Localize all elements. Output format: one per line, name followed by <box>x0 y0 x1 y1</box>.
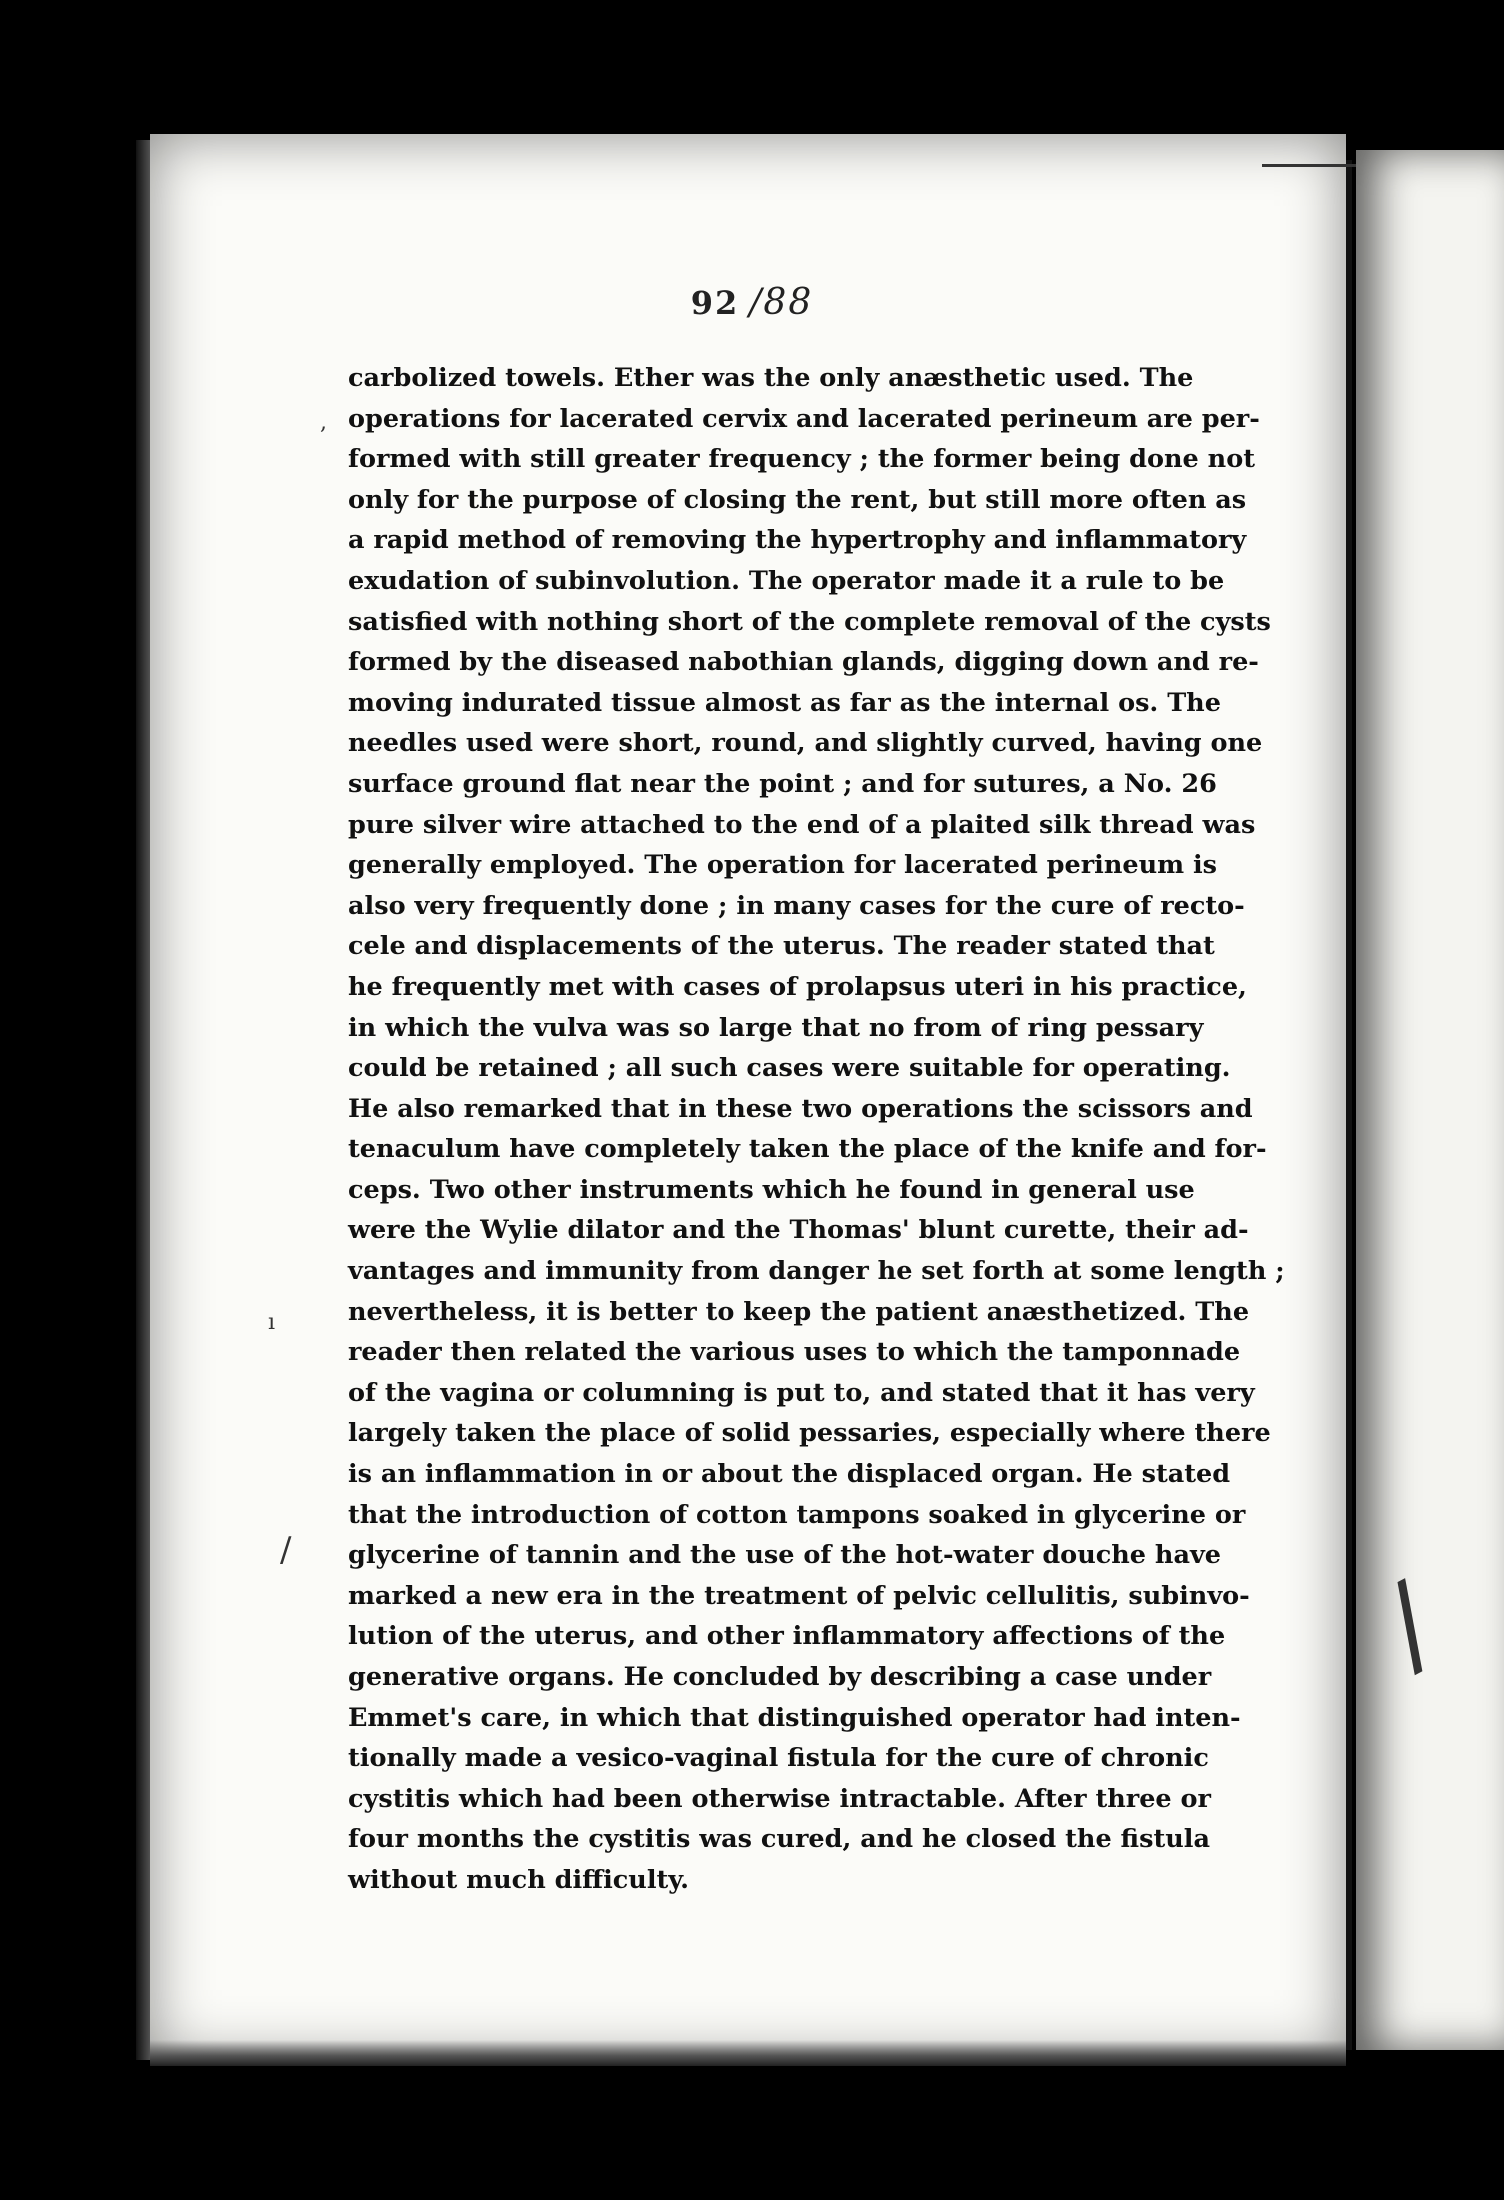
text-line: of the vagina or columning is put to, and stated that it has very <box>348 1377 1255 1408</box>
text-line: reader then related the various uses to which the tamponnade <box>348 1337 1241 1368</box>
text-line: satisfied with nothing short of the complete removal of the cysts <box>348 606 1271 637</box>
page-number <box>0 282 1504 323</box>
text-line: cele and displacements of the uterus. The reader stated that <box>348 931 1215 962</box>
text-line: could be retained ; all such cases were suitable for operating. <box>348 1053 1231 1084</box>
margin-mark: / <box>1362 1558 1455 1690</box>
text-line: cystitis which had been otherwise intractable. After three or <box>348 1783 1211 1814</box>
text-line: were the Wylie dilator and the Thomas' blunt curette, their ad- <box>348 1215 1249 1246</box>
text-line: generative organs. He concluded by describing a case under <box>348 1662 1212 1692</box>
text-line: pure silver wire attached to the end of a plaited silk thread was <box>348 809 1256 840</box>
text-line: vantages and immunity from danger he set forth at some length ; <box>348 1256 1285 1287</box>
text-line: formed by the diseased nabothian glands, digging down and re- <box>348 647 1259 678</box>
facing-page-rule <box>1262 164 1358 167</box>
page-number-printed: 92 <box>690 284 740 322</box>
body-paragraph <box>348 358 1285 1901</box>
text-line: in which the vulva was so large that no from of ring pessary <box>348 1012 1204 1043</box>
text-line: Emmet's care, in which that distinguished operator had inten- <box>348 1702 1241 1733</box>
text-line: ceps. Two other instruments which he found in general use <box>348 1174 1195 1205</box>
margin-mark: , <box>320 410 327 435</box>
text-line: lution of the uterus, and other inflammatory affections of the <box>348 1621 1226 1652</box>
text-line: formed with still greater frequency ; the former being done not <box>348 444 1255 475</box>
text-line: needles used were short, round, and slightly curved, having one <box>348 728 1263 759</box>
text-line: without much difficulty. <box>348 1864 690 1895</box>
text-line: nevertheless, it is better to keep the patient anæsthetized. The <box>348 1296 1250 1327</box>
text-line: marked a new era in the treatment of pelvic cellulitis, subinvo- <box>348 1580 1250 1611</box>
text-line: tenaculum have completely taken the place of the knife and for- <box>348 1134 1267 1165</box>
text-line: moving indurated tissue almost as far as the internal os. The <box>348 687 1221 718</box>
text-line: largely taken the place of solid pessaries, especially where there <box>348 1418 1271 1449</box>
text-line: generally employed. The operation for lacerated perineum is <box>348 850 1218 881</box>
text-line: operations for lacerated cervix and lacerated perineum are per- <box>348 403 1260 434</box>
text-line: four months the cystitis was cured, and he closed the fistula <box>348 1824 1210 1855</box>
facing-page-fragment <box>1356 150 1504 2050</box>
text-line: also very frequently done ; in many cases for the cure of recto- <box>348 890 1245 921</box>
text-line: he frequently met with cases of prolapsus uteri in his practice, <box>348 971 1247 1002</box>
text-line: is an inflammation in or about the displaced organ. He stated <box>348 1459 1231 1490</box>
text-line: He also remarked that in these two operations the scissors and <box>348 1093 1253 1124</box>
page-bottom-edge <box>150 2040 1346 2066</box>
text-line: carbolized towels. Ether was the only anæsthetic used. The <box>348 363 1194 393</box>
text-line: that the introduction of cotton tampons soaked in glycerine or <box>348 1499 1246 1530</box>
text-line: surface ground flat near the point ; and for sutures, a No. 26 <box>348 768 1217 799</box>
margin-mark: / <box>280 1530 292 1570</box>
gutter-shadow <box>1346 160 1352 2050</box>
text-line: only for the purpose of closing the rent, but still more often as <box>348 484 1247 515</box>
page-number-handwritten: /88 <box>749 282 814 323</box>
text-line: glycerine of tannin and the use of the hot-water douche have <box>348 1540 1222 1571</box>
text-line: exudation of subinvolution. The operator made it a rule to be <box>348 565 1225 596</box>
margin-mark: ı <box>268 1310 276 1335</box>
text-line: tionally made a vesico-vaginal fistula for the cure of chronic <box>348 1743 1209 1774</box>
text-line: a rapid method of removing the hypertrophy and inflammatory <box>348 525 1247 556</box>
